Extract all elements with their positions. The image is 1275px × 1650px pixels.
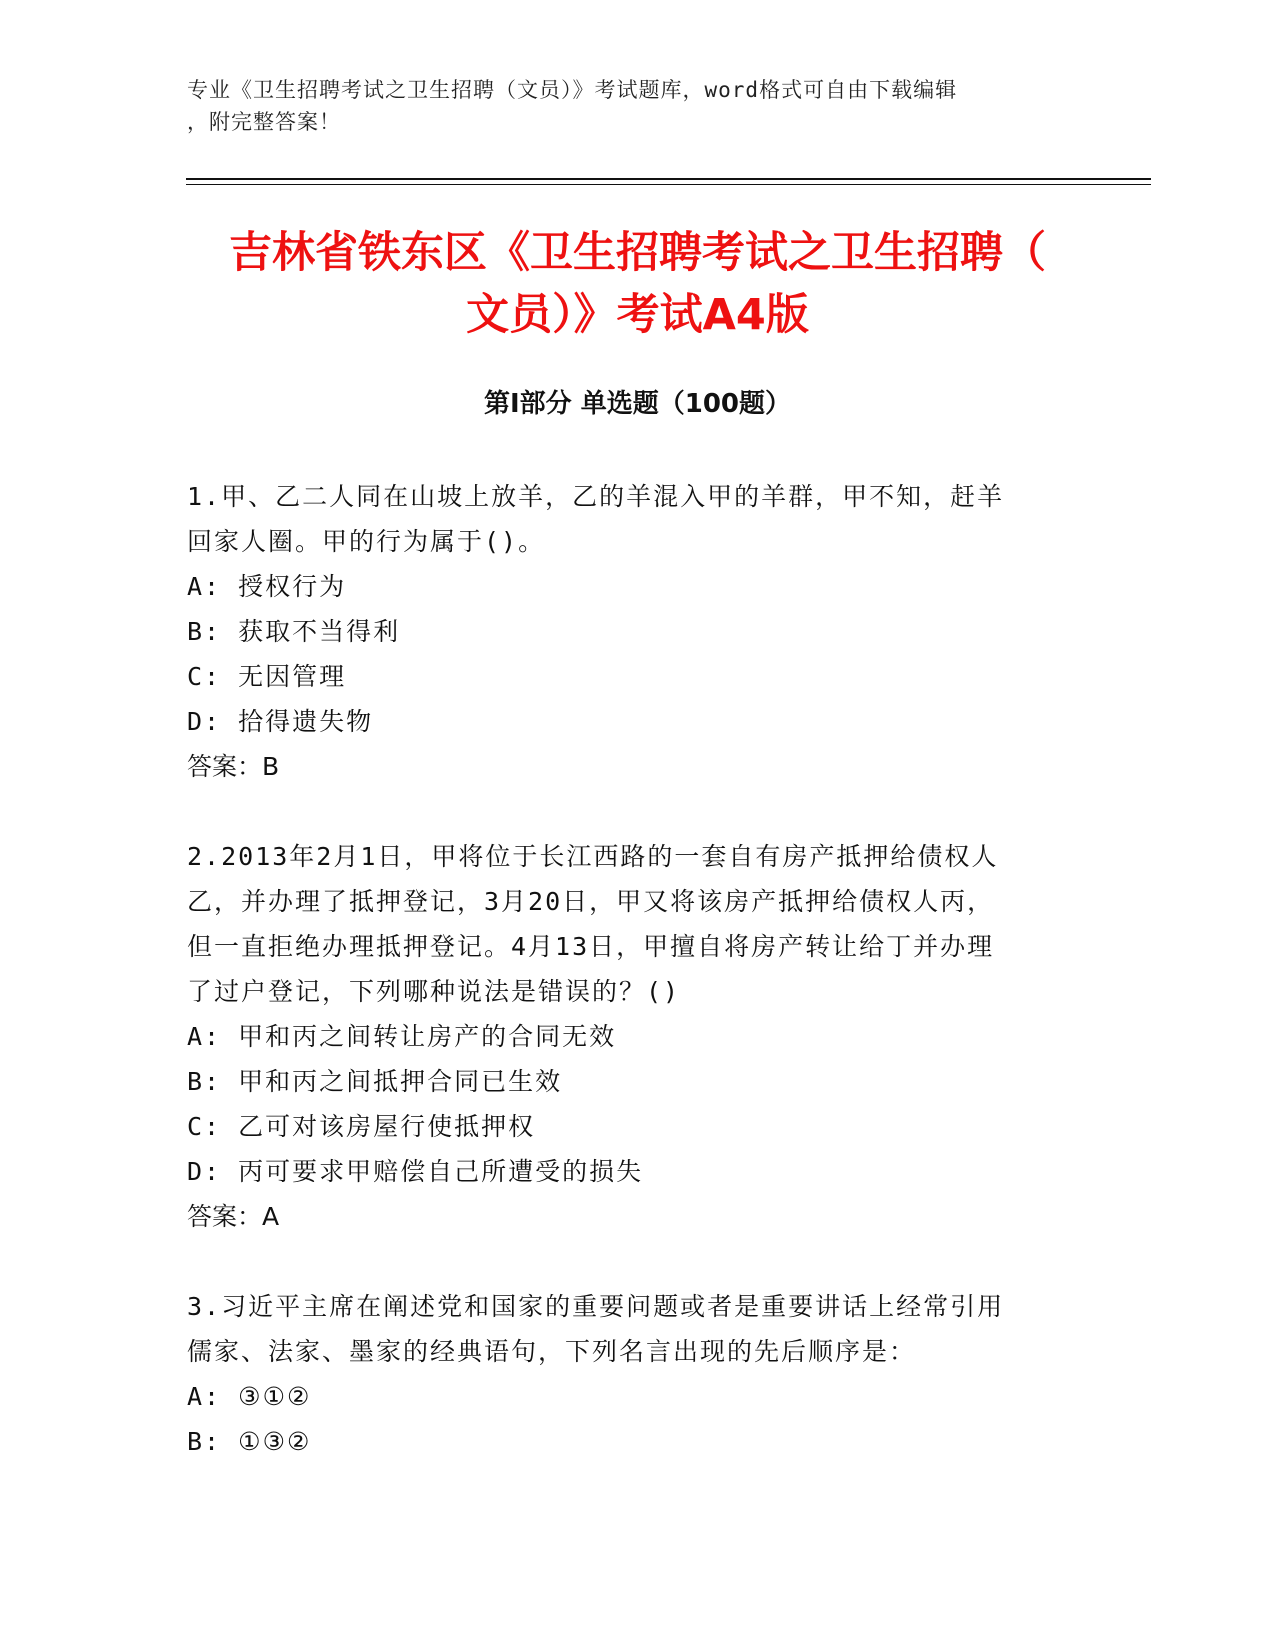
- option-b: B: 获取不当得利: [187, 617, 401, 646]
- question-line: 乙，并办理了抵押登记，3月20日，甲又将该房产抵押给债权人丙，: [187, 887, 995, 916]
- header-rule-thin: [186, 184, 1151, 185]
- option-b: B: ①③②: [187, 1427, 312, 1456]
- option-c: C: 无因管理: [187, 662, 347, 691]
- question-1: [187, 474, 1067, 790]
- title-line-2: 文员）》考试A4版: [466, 290, 809, 340]
- option-a: A: 甲和丙之间转让房产的合同无效: [187, 1022, 617, 1051]
- document-title: [150, 222, 1125, 346]
- option-b: B: 甲和丙之间抵押合同已生效: [187, 1067, 563, 1096]
- answer: 答案：A: [187, 1202, 280, 1231]
- header-line-2: ，附完整答案！: [187, 110, 341, 134]
- option-d: D: 拾得遗失物: [187, 707, 374, 736]
- option-a: A: 授权行为: [187, 572, 347, 601]
- option-a: A: ③①②: [187, 1382, 312, 1411]
- question-list: [187, 474, 1067, 1508]
- title-line-1: 吉林省铁东区《卫生招聘考试之卫生招聘（: [229, 228, 1046, 278]
- question-3: [187, 1284, 1067, 1464]
- question-line: 儒家、法家、墨家的经典语句，下列名言出现的先后顺序是：: [187, 1337, 917, 1366]
- question-line: 2.2013年2月1日，甲将位于长江西路的一套自有房产抵押给债权人: [187, 842, 999, 871]
- question-2: [187, 834, 1067, 1240]
- header-rule-thick: [186, 178, 1151, 180]
- question-line: 回家人圈。甲的行为属于()。: [187, 527, 546, 556]
- option-c: C: 乙可对该房屋行使抵押权: [187, 1112, 536, 1141]
- question-line: 但一直拒绝办理抵押登记。4月13日，甲擅自将房产转让给丁并办理: [187, 932, 995, 961]
- section-heading: 第Ⅰ部分 单选题（100题）: [484, 389, 791, 419]
- question-line: 1.甲、乙二人同在山坡上放羊，乙的羊混入甲的羊群，甲不知，赶羊: [187, 482, 1005, 511]
- option-d: D: 丙可要求甲赔偿自己所遭受的损失: [187, 1157, 644, 1186]
- question-line: 了过户登记，下列哪种说法是错误的？(): [187, 977, 681, 1006]
- header-line-1: 专业《卫生招聘考试之卫生招聘（文员）》考试题库，word格式可自由下载编辑: [187, 78, 958, 102]
- answer: 答案：B: [187, 752, 280, 781]
- page-header: [187, 74, 1067, 138]
- question-line: 3.习近平主席在阐述党和国家的重要问题或者是重要讲话上经常引用: [187, 1292, 1005, 1321]
